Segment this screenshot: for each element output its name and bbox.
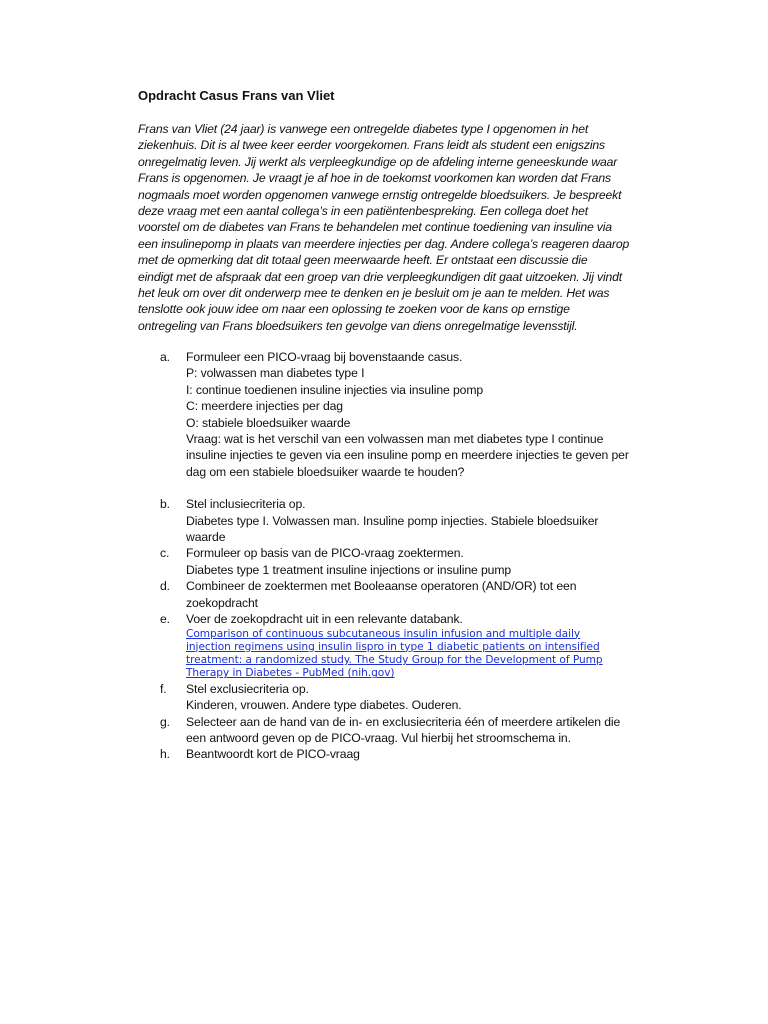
item-answer: Diabetes type I. Volwassen man. Insuline pomp injecties. Stabiele bloedsuiker [186,513,599,528]
pico-o: O: stabiele bloedsuiker waarde [186,415,351,430]
intro-line: voorstel om de diabetes van Frans te behandelen met continue toediening van insuline via [138,220,612,235]
item-answer: Kinderen, vrouwen. Andere type diabetes. Ouderen. [186,698,462,713]
intro-line: ontregeling van Frans bloedsuikers ten gevolge van diens onregelmatige levensstijl. [138,318,578,333]
item-text: Formuleer een PICO-vraag bij bovenstaande casus. [186,350,463,364]
intro-line: een insulinepomp in plaats van meerdere injecties per dag. Andere collega’s reageren daarop [138,236,630,251]
assignment-list [160,349,680,763]
list-marker: a. [160,350,170,364]
item-text: Stel exclusiecriteria op. [186,681,309,696]
list-marker: c. [160,546,170,561]
pico-p: P: volwassen man diabetes type I [186,366,365,381]
intro-line: het leuk om over dit onderwerp mee te denken en je besluit om je aan te melden. Het was [138,286,610,301]
list-marker: b. [160,497,170,512]
list-item-a [160,349,680,480]
pico-question: Vraag: wat is het verschil van een volwassen man met diabetes type I continue [186,432,604,447]
list-marker: e. [160,612,170,627]
item-text: een antwoord geven op de PICO-vraag. Vul hierbij het stroomschema in. [186,730,571,745]
item-text: Selecteer aan de hand van de in- en exclusiecriteria één of meerdere artikelen die [186,714,621,729]
pubmed-article-link[interactable]: treatment: a randomized study. The Study Group for the Development of Pump [186,654,603,667]
item-text: Formuleer op basis van de PICO-vraag zoektermen. [186,546,464,561]
pubmed-article-link[interactable]: Therapy in Diabetes - PubMed (nih.gov) [186,667,395,680]
list-marker: h. [160,747,170,762]
list-item-f [160,681,680,714]
spacer [160,480,680,496]
pico-question: insuline injecties te geven via een insuline pomp en meerdere injecties te geven per [186,448,629,463]
item-text: zoekopdracht [186,595,258,610]
intro-line: onregelmatig leven. Jij werkt als verpleegkundige op de afdeling interne geneeskunde waar [138,154,618,169]
list-item-d [160,578,680,611]
item-text: Stel inclusiecriteria op. [186,497,306,512]
item-text: Voer de zoekopdracht uit in een relevante databank. [186,612,463,627]
document-title: Opdracht Casus Frans van Vliet [138,88,335,103]
intro-line: eindigt met de afspraak dat een groep van drie verpleegkundigen dit gaat uitzoeken. Jij vindt [138,269,623,284]
list-marker: g. [160,714,170,729]
list-item-g [160,714,680,747]
intro-line: Frans van Vliet (24 jaar) is vanwege een ontregelde diabetes type I opgenomen in het [138,122,589,136]
list-item-e [160,611,680,681]
pubmed-article-link[interactable]: injection regimens using insulin lispro in type 1 diabetic patients on intensified [186,640,600,653]
list-item-c [160,545,680,578]
item-text: Combineer de zoektermen met Booleaanse operatoren (AND/OR) tot een [186,579,577,594]
intro-line: Frans is opgenomen. Je vraagt je af hoe in de toekomst voorkomen kan worden dat Frans [138,171,611,186]
intro-line: met de opmerking dat dit totaal geen meerwaarde heeft. Er ontstaat een discussie die [138,253,588,268]
item-text: Beantwoordt kort de PICO-vraag [186,747,360,762]
pico-i: I: continue toedienen insuline injecties via insuline pomp [186,382,484,397]
intro-line: deze vraag met een aantal collega’s in een patiëntenbespreking. Een collega doet het [138,204,588,219]
list-item-b [160,496,680,545]
list-item-h [160,746,680,762]
pubmed-article-link[interactable]: Comparison of continuous subcutaneous insulin infusion and multiple daily [186,627,581,640]
list-marker: d. [160,579,170,594]
item-answer: waarde [186,530,226,545]
intro-line: tenslotte ook jouw idee om naar een oplossing te zoeken voor de kans op ernstige [138,302,570,317]
intro-line: nogmaals moet worden opgenomen vanwege ernstig ontregelde bloedsuikers. Je bespreekt [138,187,622,202]
intro-line: ziekenhuis. Dit is al twee keer eerder voorgekomen. Frans leidt als student een enigszins [138,138,605,153]
item-answer: Diabetes type 1 treatment insuline injections or insuline pump [186,562,512,577]
pico-question: dag om een stabiele bloedsuiker waarde te houden? [186,464,465,479]
case-description [138,121,678,334]
pico-c: C: meerdere injecties per dag [186,399,343,414]
list-marker: f. [160,681,167,696]
